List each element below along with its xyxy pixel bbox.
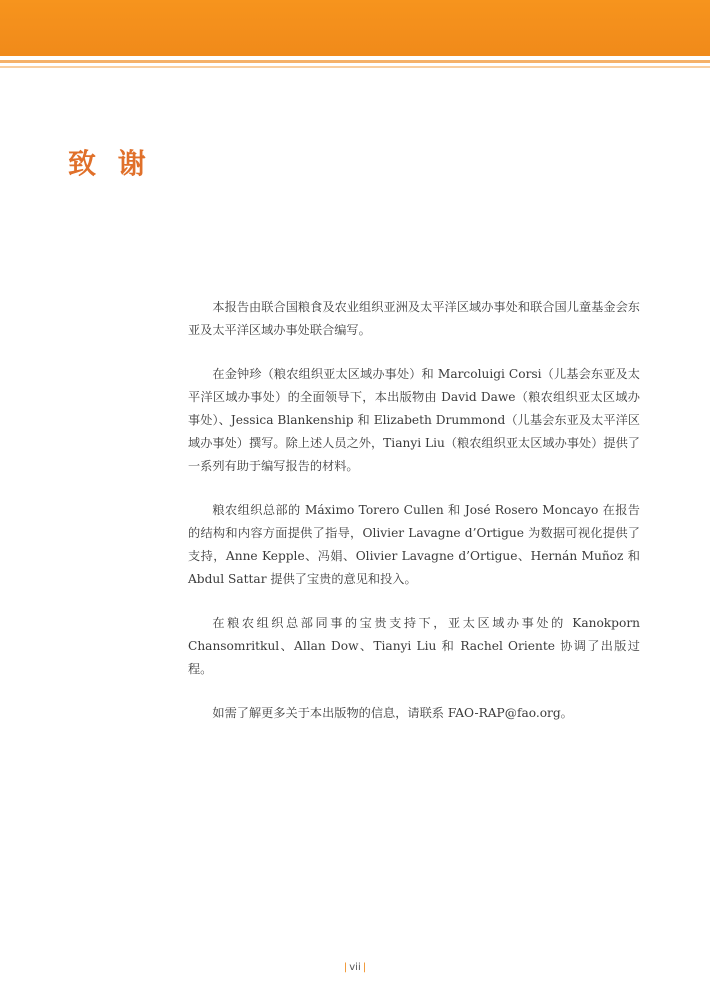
page-number-right-bar: | xyxy=(362,962,367,973)
header-rule xyxy=(0,60,710,63)
paragraph-5: 如需了解更多关于本出版物的信息，请联系 FAO-RAP@fao.org。 xyxy=(212,706,573,720)
header-rule-secondary xyxy=(0,66,710,68)
acknowledgements-body xyxy=(188,296,640,746)
paragraph-4: 在粮农组织总部同事的宝贵支持下，亚太区域办事处的 Kanokporn Chansomritkul、Allan Dow、Tianyi Liu 和 Rachel Oriente 协调了出版过程。 xyxy=(188,616,640,676)
paragraph-1: 本报告由联合国粮食及农业组织亚洲及太平洋区域办事处和联合国儿童基金会东亚及太平洋区域办事处联合编写。 xyxy=(188,300,640,337)
page-number xyxy=(0,962,710,973)
header-band xyxy=(0,0,710,56)
paragraph-3: 粮农组织总部的 Máximo Torero Cullen 和 José Rosero Moncayo 在报告的结构和内容方面提供了指导，Olivier Lavagne d’Ortigue 为数据可视化提供了支持，Anne Kepple、冯娟、Olivier Lavagne d’Ortigue、Hernán Muñoz 和 Abdul Sattar 提供了宝贵的意见和投入。 xyxy=(188,503,640,586)
page-title: 致 谢 xyxy=(68,147,152,180)
paragraph-2: 在金钟珍（粮农组织亚太区域办事处）和 Marcoluigi Corsi（儿基会东亚及太平洋区域办事处）的全面领导下，本出版物由 David Dawe（粮农组织亚太区域办事处）、Jessica Blankenship 和 Elizabeth Drummond（儿基会东亚及太平洋区域办事处）撰写。除上述人员之外，Tianyi Liu（粮农组织亚太区域办事处）提供了一系列有助于编写报告的材料。 xyxy=(188,367,640,473)
page-number-left-bar: | xyxy=(343,962,348,973)
page-number-value: vii xyxy=(349,962,361,973)
